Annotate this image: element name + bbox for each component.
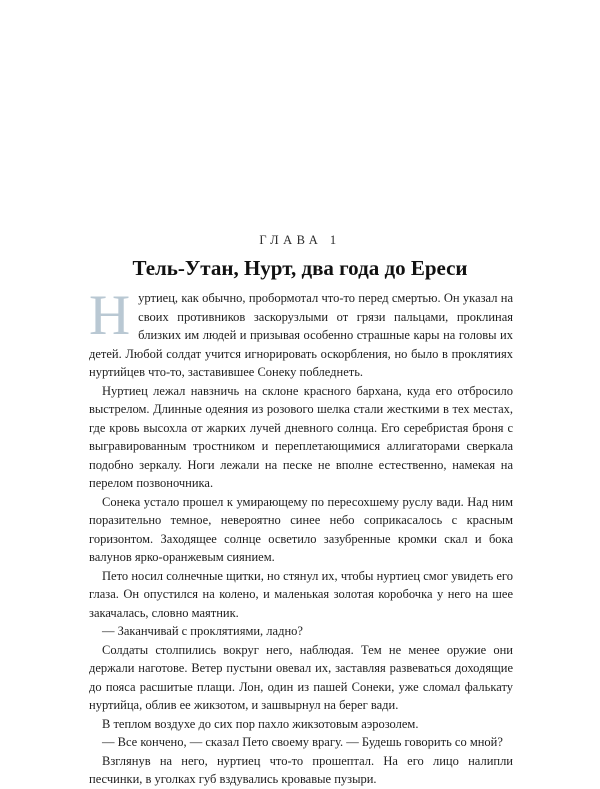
chapter-number: ГЛАВА 1 xyxy=(259,233,341,247)
paragraph-4: Пето носил солнечные щитки, но стянул их, чтобы нуртиец смог увидеть его глаза. Он опустился на колено, и маленькая золотая коробочка у него на шее закачалась, словно маятник. xyxy=(89,568,513,620)
paragraph-9: Взглянув на него, нуртиец что-то прошептал. На его лицо налипли песчинки, в уголках губ вздувались кровавые пузыри. xyxy=(89,753,513,786)
paragraph-6: Солдаты столпились вокруг него, наблюдая. Тем не менее оружие они держали наготове. Ветер пустыни овевал их, заставляя развеваться доходящие до пояса расшитые плащи. Лон, один из пашей Сонеки, уже сломал фалькату нуртийца, облив ее жикзотом, и зашвырнул на берег вади. xyxy=(89,642,513,712)
paragraph-text: уртиец, как обычно, пробормотал что-то перед смертью. Он указал на своих противников заскорузлыми от грязи пальцами, проклиная близких им людей и призывая особенно страшные кары на головы их детей. Любой солдат учится игнорировать оскорбления, но было в проклятиях нуртийцев что-то, заставившее Сонеку побледнеть. xyxy=(89,291,513,379)
chapter-body xyxy=(89,284,513,789)
dialogue-line-1: — Заканчивай с проклятиями, ладно? xyxy=(102,624,303,638)
paragraph-2: Нуртиец лежал навзничь на склоне красного бархана, куда его отбросило выстрелом. Длинные одеяния из розового шелка стали жесткими в тех местах, где кровь высохла от жарких лучей дневного солнца. Его серебристая броня с выгравированным тростником и переплетающимися аллигаторами сверкала подобно зеркалу. Ноги лежали на песке не вполне естественно, намекая на перелом позвоночника. xyxy=(89,383,513,490)
drop-cap: Н xyxy=(89,284,131,347)
paragraph-7: В теплом воздухе до сих пор пахло жикзотовым аэрозолем. xyxy=(102,716,419,731)
paragraph-3: Сонека устало прошел к умирающему по пересохшему руслу вади. Над ним поразительно темное, невероятно синее небо соприкасалось с красным горизонтом. Заходящее солнце осветило зазубренные кромки скал и бока валунов ярко-оранжевым сиянием. xyxy=(89,494,513,564)
paragraph-1 xyxy=(89,284,513,382)
dialogue-line-2: — Все кончено, — сказал Пето своему врагу. — Будешь говорить со мной? xyxy=(102,735,503,749)
chapter-title: Тель-Утан, Нурт, два года до Ереси xyxy=(132,256,468,280)
